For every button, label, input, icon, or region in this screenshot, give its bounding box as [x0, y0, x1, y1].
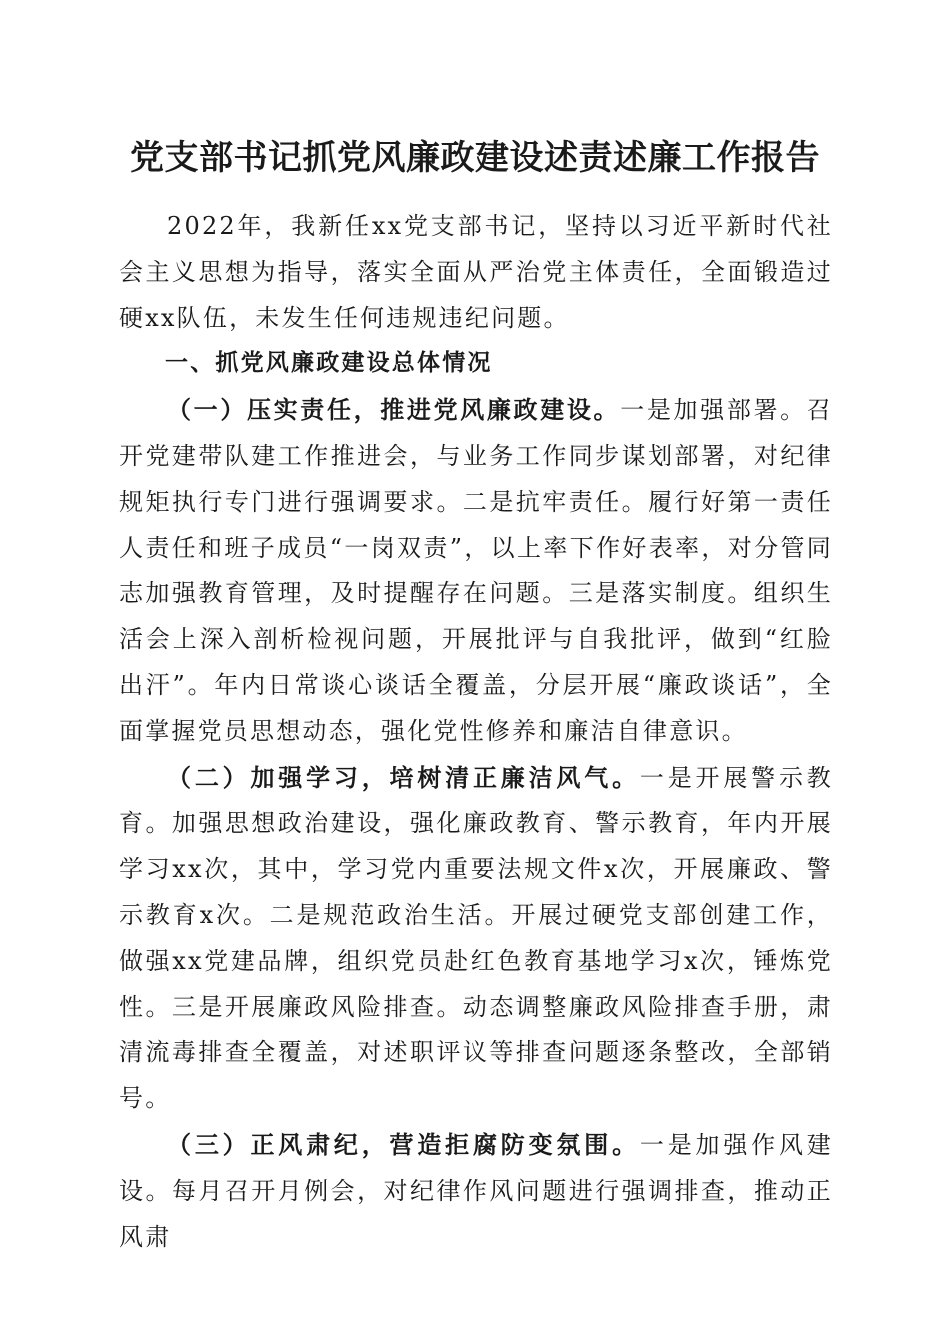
subsection-2-body: 一是开展警示教育。加强思想政治建设，强化廉政教育、警示教育，年内开展学习xx次，其中，学习党内重要法规文件x次，开展廉政、警示教育x次。二是规范政治生活。开展过硬党支部创建工作，做强xx党建品牌，组织党员赴红色教育基地学习x次，锤炼党性。三是开展廉政风险排查。动态调整廉政风险排查手册，肃清流毒排查全覆盖，对述职评议等排查问题逐条整改，全部销号。	[119, 763, 833, 1113]
section-heading: 一、抓党风廉政建设总体情况	[165, 350, 493, 377]
subsection-3-lead: （三）正风肃纪，营造拒腐防变氛围。	[167, 1129, 640, 1159]
document-title: 党支部书记抓党风廉政建设述责述廉工作报告	[130, 138, 820, 178]
subsection-1-lead: （一）压实责任，推进党风廉政建设。	[167, 395, 621, 425]
document-body	[119, 204, 833, 1260]
subsection-2-lead: （二）加强学习，培树清正廉洁风气。	[167, 762, 640, 792]
subsection-2-paragraph	[119, 755, 833, 1122]
intro-paragraph: 2022年，我新任xx党支部书记，坚持以习近平新时代社会主义思想为指导，落实全面从严治党主体责任，全面锻造过硬xx队伍，未发生任何违规违纪问题。	[119, 212, 833, 332]
subsection-3-body: 一是加强作风建设。每月召开月例会，对纪律作风问题进行强调排查，推动正风肃	[119, 1130, 833, 1251]
subsection-3-paragraph	[119, 1122, 833, 1260]
subsection-1-paragraph	[119, 387, 833, 754]
subsection-1-body: 一是加强部署。召开党建带队建工作推进会，与业务工作同步谋划部署，对纪律规矩执行专门进行强调要求。二是抗牢责任。履行好第一责任人责任和班子成员“一岗双责”，以上率下作好表率，对分管同志加强教育管理，及时提醒存在问题。三是落实制度。组织生活会上深入剖析检视问题，开展批评与自我批评，做到“红脸出汗”。年内日常谈心谈话全覆盖，分层开展“廉政谈话”，全面掌握党员思想动态，强化党性修养和廉洁自律意识。	[119, 396, 833, 745]
